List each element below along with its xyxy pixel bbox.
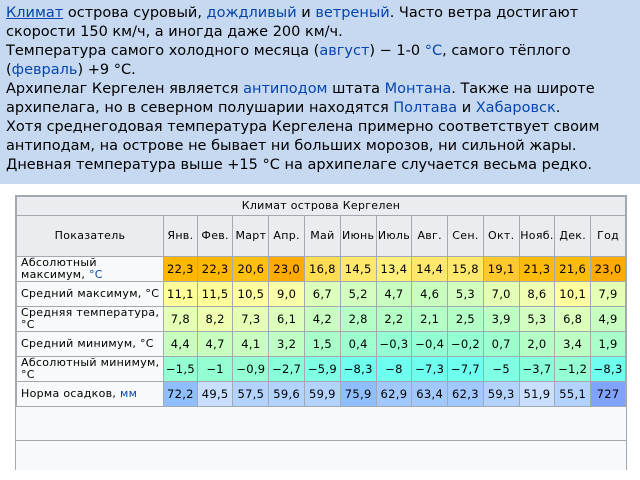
month-header: Апр. — [269, 216, 305, 257]
paragraph-text: Температура самого холодного месяца ( — [6, 43, 320, 59]
table-cell: 10,1 — [555, 282, 591, 307]
table-cell: 4,7 — [197, 332, 233, 357]
article-link[interactable]: дождливый — [206, 5, 297, 21]
month-header: Июль — [376, 216, 412, 257]
table-cell: 23,0 — [269, 257, 305, 282]
month-header: Фев. — [197, 216, 233, 257]
paragraph-text: Хотя среднегодовая температура Кергелена примерно соответствует своим антиподам, на острове не бывает ни больших морозов, ни сильной жары. — [6, 119, 600, 154]
table-cell: 3,4 — [555, 332, 591, 357]
table-caption: Климат острова Кергелен — [17, 197, 626, 216]
table-footer — [16, 440, 626, 470]
table-cell: −5 — [483, 357, 519, 382]
article-link[interactable]: °C — [424, 43, 443, 59]
table-cell: 1,5 — [305, 332, 341, 357]
article-link[interactable]: ветреный — [315, 5, 390, 21]
table-cell: 49,5 — [197, 382, 233, 407]
row-label — [17, 257, 164, 282]
paragraph-text: и — [457, 100, 476, 116]
table-cell: 75,9 — [340, 382, 376, 407]
table-cell: 55,1 — [555, 382, 591, 407]
table-cell: 2,2 — [376, 307, 412, 332]
climate-table — [16, 196, 626, 407]
table-cell: −0,3 — [376, 332, 412, 357]
table-cell: 51,9 — [519, 382, 555, 407]
climate-table-container — [15, 195, 627, 470]
table-cell: 63,4 — [412, 382, 448, 407]
table-row — [17, 382, 626, 407]
month-header: Сен. — [448, 216, 484, 257]
month-header: Окт. — [483, 216, 519, 257]
row-label — [17, 307, 164, 332]
table-cell: 14,5 — [340, 257, 376, 282]
table-row — [17, 357, 626, 382]
paragraph — [6, 156, 634, 175]
row-label — [17, 382, 164, 407]
table-cell: 2,0 — [519, 332, 555, 357]
table-cell: 62,9 — [376, 382, 412, 407]
table-cell: 8,6 — [519, 282, 555, 307]
table-cell: 6,1 — [269, 307, 305, 332]
table-cell: 7,8 — [163, 307, 197, 332]
table-cell: 22,3 — [163, 257, 197, 282]
table-cell: 2,1 — [412, 307, 448, 332]
article-text-panel — [0, 0, 640, 184]
table-cell: −0,2 — [448, 332, 484, 357]
row-label-text: Абсолютный максимум, — [21, 256, 97, 281]
table-row — [17, 332, 626, 357]
table-cell: 5,3 — [519, 307, 555, 332]
row-label-text: Средний максимум, °C — [21, 287, 160, 300]
unit-link[interactable]: мм — [120, 387, 138, 400]
table-cell: 7,3 — [233, 307, 269, 332]
table-cell: 727 — [591, 382, 626, 407]
table-cell: 6,7 — [305, 282, 341, 307]
table-row — [17, 307, 626, 332]
row-label — [17, 282, 164, 307]
unit-link[interactable]: °C — [88, 268, 103, 281]
table-cell: 3,2 — [269, 332, 305, 357]
table-cell: 59,6 — [269, 382, 305, 407]
row-label-text: Средний минимум, °C — [21, 337, 154, 350]
table-cell: 21,3 — [519, 257, 555, 282]
article-link[interactable]: Хабаровск — [475, 100, 556, 116]
table-cell: 3,9 — [483, 307, 519, 332]
table-row — [17, 257, 626, 282]
table-cell: −3,7 — [519, 357, 555, 382]
paragraph-text: . — [555, 100, 561, 116]
paragraph-text: . Также на широте архипелага, но в северном полушарии находятся — [6, 81, 595, 116]
paragraph-text: ) +9 °C. — [77, 62, 136, 78]
table-cell: 62,3 — [448, 382, 484, 407]
table-cell: 4,7 — [376, 282, 412, 307]
table-cell: −5,9 — [305, 357, 341, 382]
paragraph-text: . Часто ветра достигают скорости 150 км/ч, а иногда даже 200 км/ч. — [6, 5, 579, 40]
table-cell: 2,5 — [448, 307, 484, 332]
table-cell: 22,3 — [197, 257, 233, 282]
table-cell: 15,8 — [448, 257, 484, 282]
paragraph — [6, 42, 634, 80]
table-cell: −1 — [197, 357, 233, 382]
table-cell: −1,2 — [555, 357, 591, 382]
table-cell: −7,7 — [448, 357, 484, 382]
row-label — [17, 332, 164, 357]
month-header: Авг. — [412, 216, 448, 257]
paragraph — [6, 118, 634, 156]
month-header: Год — [591, 216, 626, 257]
table-cell: −0,9 — [233, 357, 269, 382]
month-header: Дек. — [555, 216, 591, 257]
paragraph-text: штата — [327, 81, 385, 97]
paragraph-text: , самого тёплого ( — [6, 43, 571, 78]
table-cell: 0,4 — [340, 332, 376, 357]
table-cell: 14,4 — [412, 257, 448, 282]
table-cell: −8,3 — [591, 357, 626, 382]
table-cell: 16,8 — [305, 257, 341, 282]
table-cell: 11,5 — [197, 282, 233, 307]
table-cell: 13,4 — [376, 257, 412, 282]
table-cell: 57,5 — [233, 382, 269, 407]
table-cell: −2,7 — [269, 357, 305, 382]
table-cell: 59,3 — [483, 382, 519, 407]
table-cell: 20,6 — [233, 257, 269, 282]
table-cell: 5,3 — [448, 282, 484, 307]
table-cell: 19,1 — [483, 257, 519, 282]
month-header: Май — [305, 216, 341, 257]
article-link[interactable]: антиподом — [243, 81, 328, 97]
table-cell: 11,1 — [163, 282, 197, 307]
paragraph-text: и — [296, 5, 316, 21]
table-cell: 4,2 — [305, 307, 341, 332]
article-text — [6, 4, 634, 175]
paragraph-text: Дневная температура выше +15 °C на архипелаге случается весьма редко. — [6, 157, 593, 173]
table-cell: 10,5 — [233, 282, 269, 307]
article-link[interactable]: Климат — [6, 5, 64, 21]
table-cell: 4,9 — [591, 307, 626, 332]
table-cell: −8 — [376, 357, 412, 382]
row-label-text: Абсолютный минимум, °C — [21, 356, 160, 381]
table-cell: 72,2 — [163, 382, 197, 407]
article-link[interactable]: Полтава — [393, 100, 458, 116]
article-link[interactable]: август — [319, 43, 370, 59]
parameter-header: Показатель — [17, 216, 164, 257]
month-header: Нояб. — [519, 216, 555, 257]
paragraph-text: ) − 1-0 — [369, 43, 425, 59]
table-cell: 21,6 — [555, 257, 591, 282]
table-cell: −8,3 — [340, 357, 376, 382]
month-header: Март — [233, 216, 269, 257]
table-cell: 4,6 — [412, 282, 448, 307]
month-header: Июнь — [340, 216, 376, 257]
row-label-text: Норма осадков, — [21, 387, 117, 400]
month-header: Янв. — [163, 216, 197, 257]
table-cell: 7,9 — [591, 282, 626, 307]
table-cell: 6,8 — [555, 307, 591, 332]
table-cell: −0,4 — [412, 332, 448, 357]
table-cell: 1,9 — [591, 332, 626, 357]
table-cell: 5,2 — [340, 282, 376, 307]
table-cell: 7,0 — [483, 282, 519, 307]
table-cell: 0,7 — [483, 332, 519, 357]
table-cell: 4,1 — [233, 332, 269, 357]
article-link[interactable]: февраль — [11, 62, 78, 78]
table-cell: 59,9 — [305, 382, 341, 407]
table-cell: −1,5 — [163, 357, 197, 382]
table-cell: 23,0 — [591, 257, 626, 282]
table-cell: −7,3 — [412, 357, 448, 382]
paragraph-text: острова суровый, — [63, 5, 207, 21]
table-cell: 4,4 — [163, 332, 197, 357]
table-row — [17, 282, 626, 307]
table-cell: 2,8 — [340, 307, 376, 332]
article-link[interactable]: Монтана — [384, 81, 452, 97]
table-cell: 8,2 — [197, 307, 233, 332]
row-label-text: Средняя температура, °C — [21, 306, 160, 331]
paragraph-text: Архипелаг Кергелен является — [6, 81, 244, 97]
row-label — [17, 357, 164, 382]
paragraph — [6, 80, 634, 118]
table-cell: 9,0 — [269, 282, 305, 307]
paragraph — [6, 4, 634, 42]
